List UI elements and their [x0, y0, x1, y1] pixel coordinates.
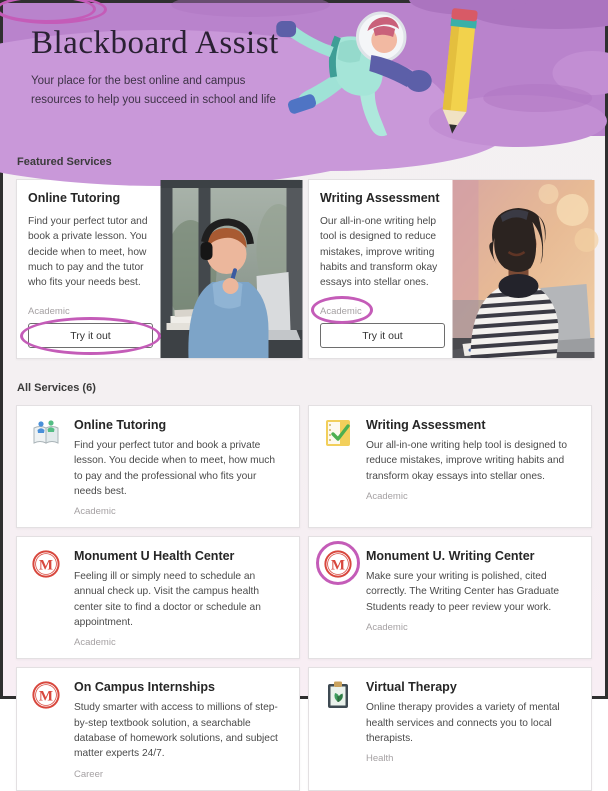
service-title: Online Tutoring — [74, 418, 167, 432]
service-description: Make sure your writing is polished, cited correctly. The Writing Center has Graduate Students ready to peer review your work. — [366, 571, 560, 613]
all-services-label: All Services (6) — [17, 382, 96, 394]
svg-text:M: M — [38, 688, 54, 705]
service-category: Health — [366, 753, 394, 765]
monument-u-logo-icon — [323, 549, 353, 581]
service-description: Find your perfect tutor and book a private lesson. You decide when to meet, how much to pay and the professional who fits your needs best. — [74, 440, 276, 497]
service-category: Academic — [366, 622, 408, 634]
service-description: Feeling ill or simply need to schedule an annual check up. Visit the campus health center site to find a doctor or schedule an appointment. — [74, 571, 261, 629]
service-category: Career — [74, 768, 104, 780]
hero-banner — [3, 3, 605, 136]
service-card-online-tutoring[interactable] — [16, 405, 300, 528]
service-description: Our all-in-one writing help tool is designed to reduce mistakes, improve writing habits and transform okay essays into stellar ones. — [366, 440, 568, 482]
card-description: Find your perfect tutor and book a private lesson. You decide when to meet, how much to pay and the tutor who fits your needs best. — [28, 216, 148, 289]
service-title: On Campus Internships — [74, 680, 215, 695]
featured-card-writing-assessment — [308, 179, 592, 359]
featured-cards-row — [16, 179, 592, 359]
service-title: Virtual Therapy — [366, 680, 457, 695]
service-card-virtual-therapy[interactable] — [308, 667, 592, 790]
service-card-monument-u-health-center[interactable] — [16, 536, 300, 659]
card-title: Online Tutoring — [28, 191, 121, 205]
service-description: Online therapy provides a variety of mental health services and connects you to local therapists. — [366, 702, 560, 744]
card-category: Academic — [320, 306, 362, 317]
card-title: Writing Assessment — [320, 191, 440, 205]
main-content — [3, 152, 605, 791]
service-card-monument-u-writing-center[interactable] — [308, 536, 592, 659]
svg-text:M: M — [330, 557, 346, 574]
service-card-on-campus-internships[interactable] — [16, 667, 300, 790]
featured-card-online-tutoring — [16, 179, 300, 359]
photo-woman-laptop — [456, 180, 591, 358]
notepad-check-icon — [323, 418, 353, 450]
service-title: Monument U. Writing Center — [366, 549, 535, 564]
page-subtitle: Your place for the best online and campus resources to help you succeed in school and life — [31, 75, 276, 106]
service-description: Study smarter with access to millions of step-by-step textbook solution, a searchable database of homework solutions, and subject matter experts 24/7. — [74, 702, 278, 760]
service-card-writing-assessment[interactable] — [308, 405, 592, 528]
monument-u-logo-icon — [31, 680, 61, 712]
service-title: Writing Assessment — [366, 418, 486, 432]
service-title: Monument U Health Center — [74, 549, 235, 564]
card-category: Academic — [28, 306, 70, 317]
photo-man-studying — [164, 180, 299, 358]
clipboard-leaves-icon — [323, 680, 353, 712]
featured-services-label: Featured Services — [17, 156, 112, 168]
try-it-out-button[interactable]: Try it out — [28, 323, 153, 348]
all-services-grid — [16, 405, 592, 791]
monument-u-logo-icon — [31, 549, 61, 581]
service-category: Academic — [74, 506, 116, 518]
service-category: Academic — [366, 490, 408, 502]
book-with-people-icon — [31, 418, 61, 450]
try-it-out-button[interactable]: Try it out — [320, 323, 445, 348]
svg-text:M: M — [38, 557, 54, 574]
service-category: Academic — [74, 637, 116, 649]
card-description: Our all-in-one writing help tool is designed to reduce mistakes, improve writing habits and transform okay essays into stellar ones. — [320, 216, 438, 289]
page-title: Blackboard Assist — [31, 25, 279, 61]
